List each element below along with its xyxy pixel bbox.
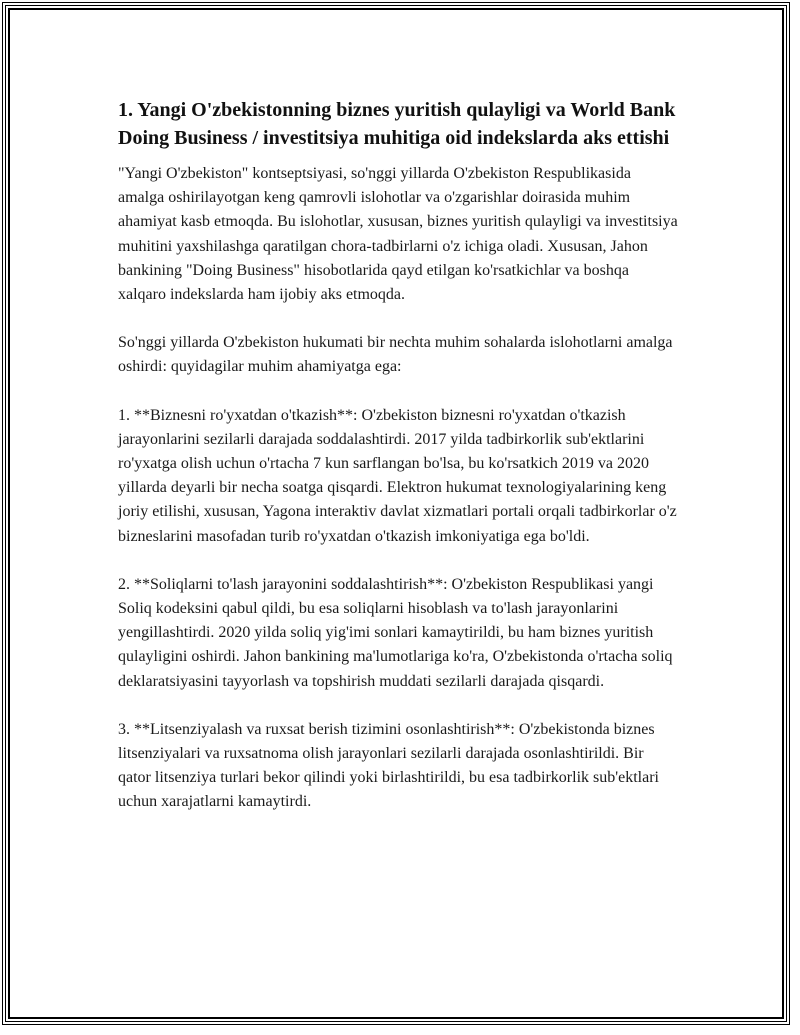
paragraph-business-registration: 1. **Biznesni ro'yxatdan o'tkazish**: O'zbekiston biznesni ro'yxatdan o'tkazish jarayonlarini sezilarli darajada soddalashtirdi. 2017 yilda tadbirkorlik sub'ektlarini ro'yxatga olish uchun o'rtacha 7 kun sarflangan bo'lsa, bu ko'rsatkich 2019 va 2020 yillarda deyarli bir necha soatga qisqardi. Elektron hukumat texnologiyalarining keng joriy etilishi, xususan, Yagona interaktiv davlat xizmatlari portali orqali tadbirkorlar o'z bizneslarini masofadan turib ro'yxatdan o'tkazish imkoniyatiga ega bo'ldi. <box>118 406 677 545</box>
document-page <box>2 2 790 1025</box>
paragraph-intro: "Yangi O'zbekiston" kontseptsiyasi, so'nggi yillarda O'zbekiston Respublikasida amalga oshirilayotgan keng qamrovli islohotlar va o'zgarishlar doirasida muhim ahamiyat kasb etmoqda. Bu islohotlar, xususan, biznes yuritish qulayligi va investitsiya muhitini yaxshilashga qaratilgan chora-tadbirlarni o'z ichiga oladi. Xususan, Jahon bankining "Doing Business" hisobotlarida qayd etilgan ko'rsatkichlar va boshqa xalqaro indekslarda ham ijobiy aks etmoqda. <box>118 165 678 304</box>
section-heading: 1. Yangi O'zbekistonning biznes yuritish qulayligi va World Bank Doing Business / investitsiya muhitiga oid indekslarda aks ettishi <box>118 99 676 149</box>
document-body <box>118 96 678 839</box>
paragraph-licensing: 3. **Litsenziyalash va ruxsat berish tizimini osonlashtirish**: O'zbekistonda biznes litsenziyalari va ruxsatnoma olish jarayonlari sezilarli darajada osonlashtirildi. Bir qator litsenziya turlari bekor qilindi yoki birlashtirildi, bu esa tadbirkorlik sub'ektlari uchun xarajatlarni kamaytirdi. <box>118 720 659 811</box>
paragraph-reforms-lead: So'nggi yillarda O'zbekiston hukumati bir nechta muhim sohalarda islohotlarni amalga oshirdi: quyidagilar muhim ahamiyatga ega: <box>118 334 673 376</box>
paragraph-tax-payment: 2. **Soliqlarni to'lash jarayonini soddalashtirish**: O'zbekiston Respublikasi yangi Soliq kodeksini qabul qildi, bu esa soliqlarni hisoblash va to'lash jarayonlarini yengillashtirdi. 2020 yilda soliq yig'imi sonlari kamaytirildi, bu ham biznes yuritish qulayligini oshirdi. Jahon bankining ma'lumotlariga ko'ra, O'zbekistonda o'rtacha soliq deklaratsiyasini tayyorlash va topshirish muddati sezilarli darajada qisqardi. <box>118 575 673 690</box>
